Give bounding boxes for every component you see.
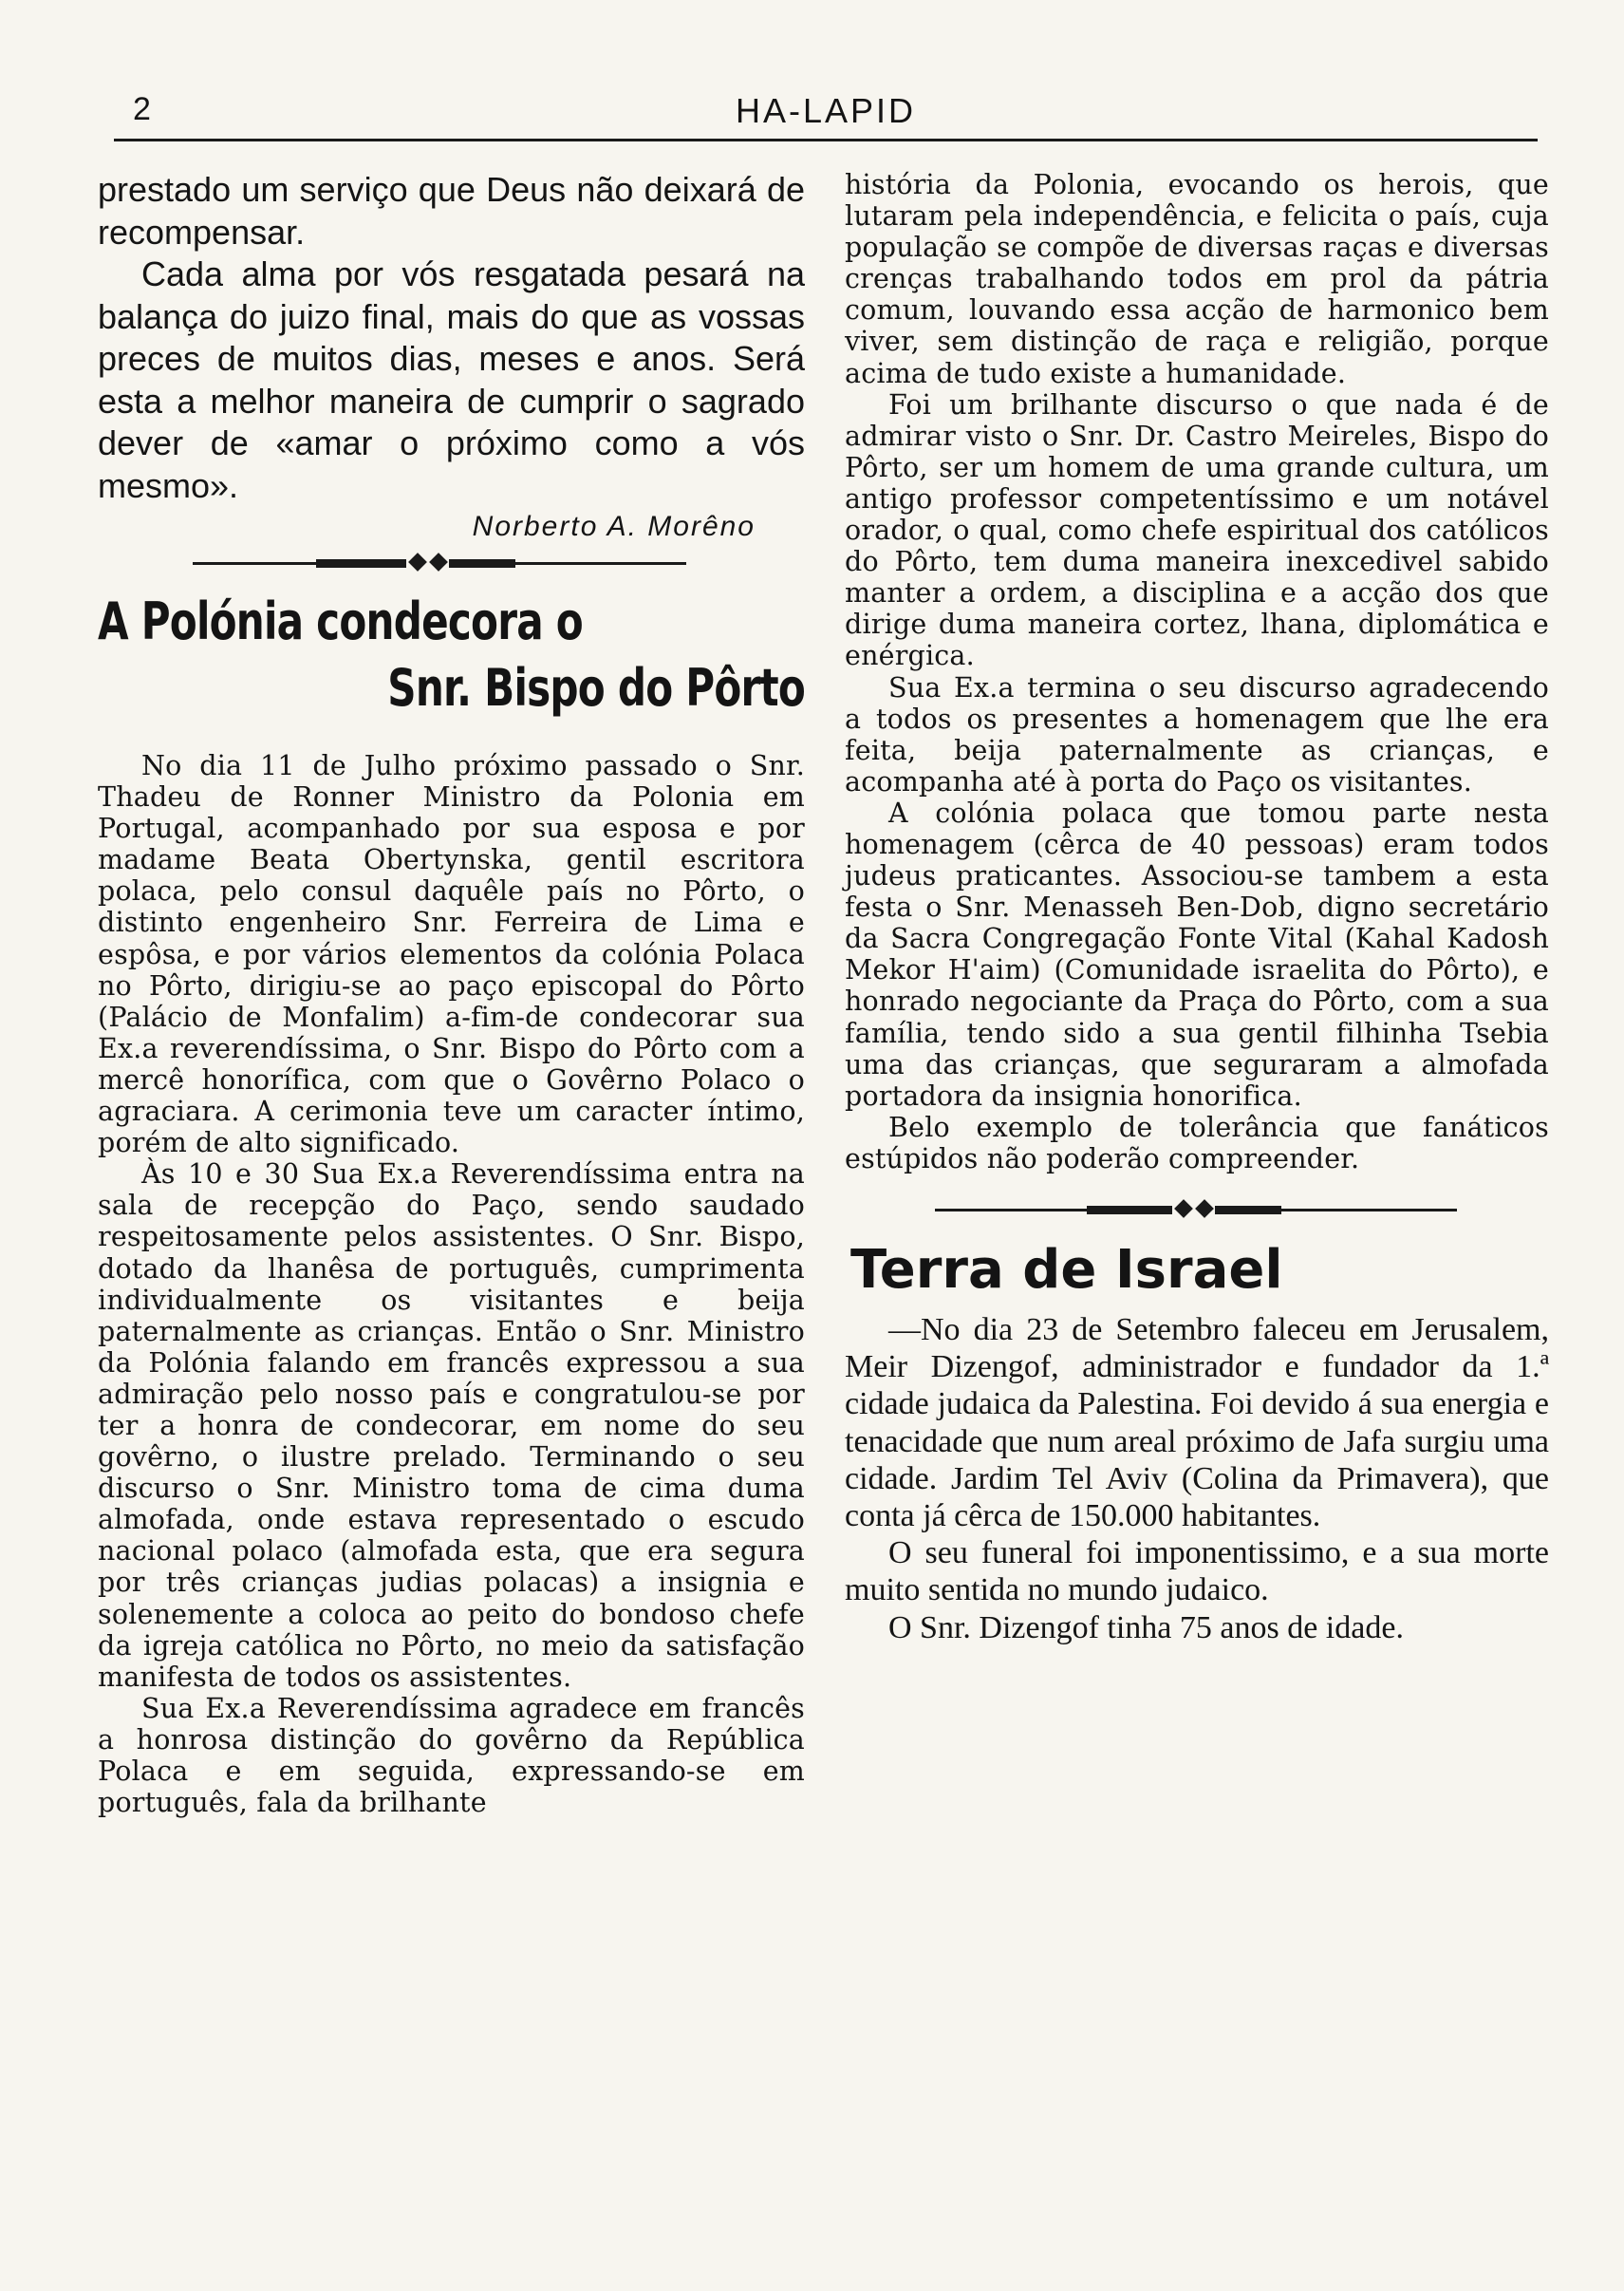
article-headline: A Polónia condecora o — [98, 592, 583, 651]
page-number: 2 — [133, 91, 151, 127]
article-paragraph: Sua Ex.a Reverendíssima agradece em francês a honrosa distinção do govêrno da República Polaca e em seguida, expressando-se em português, fala da brilhante — [98, 1692, 805, 1819]
news-paragraph: —No dia 23 de Setembro faleceu em Jerusalem, Meir Dizengof, administrador e fundador da 1.ª cidade judaica da Palestina. Foi devido á sua energia e tenacidade que num areal próximo de Jafa surgiu uma cidade. Jardim Tel Aviv (Colina da Primavera), que conta já cêrca de 150.000 habitantes. — [845, 1312, 1549, 1534]
article-paragraph: Às 10 e 30 Sua Ex.a Reverendíssima entra na sala de recepção do Paço, sendo saudado respeitosamente pelos assistentes. O Snr. Bispo, dotado da lhanêsa de português, cumprimenta individualmente os visitantes e beija paternalmente as crianças. Então o Snr. Ministro da Polónia falando em francês expressou a sua admiração pelo nosso país e congratulou-se por ter a honra de condecorar, em nome do seu govêrno, o ilustre prelado. Terminando o seu discurso o Snr. Ministro toma de cima duma almofada, onde estava representado o escudo nacional polaco (almofada esta, que era segura por três crianças judias polacas) a insignia e solenemente a coloca ao peito do bondoso chefe da igreja católica no Pôrto, no meio da satisfação manifesta de todos os assistentes. — [98, 1158, 805, 1693]
news-paragraph: O seu funeral foi imponentissimo, e a sua morte muito sentida no mundo judaico. — [845, 1535, 1549, 1608]
author-signature: Norberto A. Morêno — [472, 511, 756, 542]
article-paragraph: Foi um brilhante discurso o que nada é de admirar visto o Snr. Dr. Castro Meireles, Bispo do Pôrto, ser um homem de uma grande cultura, um antigo professor competentíssimo e um notável orador, o qual, como chefe espiritual dos católicos do Pôrto, tem duma maneira inexcedivel sabido manter a ordem, a disciplina e a acção dos que dirige duma maneira cortez, lhana, diplomática e enérgica. — [845, 388, 1549, 672]
article-headline: Snr. Bispo do Pôrto — [387, 658, 805, 718]
news-paragraph: O Snr. Dizengof tinha 75 anos de idade. — [888, 1609, 1404, 1645]
section-title: Terra de Israel — [850, 1239, 1283, 1301]
section-divider — [845, 1193, 1549, 1226]
article-paragraph: A colónia polaca que tomou parte nesta homenagem (cêrca de 40 pessoas) eram todos judeus praticantes. Associou-se tambem a esta festa o Snr. Menasseh Ben-Dob, digno secretário da Sacra Congregação Fonte Vital (Kahal Kadosh Mekor H'aim) (Comunidade israelita do Pôrto), e honrado negociante da Praça do Pôrto, com a sua família, tendo sido a sua gentil filhinha Tsebia uma das crianças, que seguraram a almofada portadora da insignia honorifica. — [845, 797, 1549, 1112]
article-paragraph: Sua Ex.a termina o seu discurso agradecendo a todos os presentes a homenagem que lhe era feita, beija paternalmente as crianças, e acompanha até à porta do Paço os visitantes. — [845, 671, 1549, 798]
page-header — [114, 87, 1538, 141]
section-divider — [98, 547, 805, 579]
newspaper-title: HA-LAPID — [735, 91, 917, 130]
article-paragraph: história da Polonia, evocando os herois, que lutaram pela independência, e felicita o país, cuja população se compõe de diversas raças e diversas crenças trabalhando todos em prol da pátria comum, louvando essa acção de harmonico bem viver, sem distinção de raça e religião, porque acima de tudo existe a humanidade. — [845, 169, 1549, 389]
intro-paragraph: prestado um serviço que Deus não deixará de recompensar. — [98, 170, 805, 252]
right-column — [845, 169, 1549, 1646]
article-paragraph: Belo exemplo de tolerância que fanáticos estúpidos não poderão compreender. — [845, 1111, 1549, 1174]
article-paragraph: No dia 11 de Julho próximo passado o Snr. Thadeu de Ronner Ministro da Polonia em Portugal, acompanhado por sua esposa e por madame Beata Obertynska, gentil escritora polaca, pelo consul daquêle país no Pôrto, o distinto engenheiro Snr. Ferreira de Lima e espôsa, e por vários elementos da colónia Polaca no Pôrto, dirigiu-se ao paço episcopal do Pôrto (Palácio de Monfalim) a-fim-de condecorar sua Ex.a reverendíssima, o Snr. Bispo do Pôrto com a mercê honorífica, com que o Govêrno Polaco o agraciara. A cerimonia teve um caracter íntimo, porém de alto significado. — [98, 750, 805, 1159]
intro-paragraph: Cada alma por vós resgatada pesará na balança do juizo final, mais do que as vossas preces de muitos dias, meses e anos. Será esta a melhor maneira de cumprir o sagrado dever de «amar o próximo como a vós mesmo». — [98, 254, 805, 505]
left-column — [98, 169, 805, 1818]
